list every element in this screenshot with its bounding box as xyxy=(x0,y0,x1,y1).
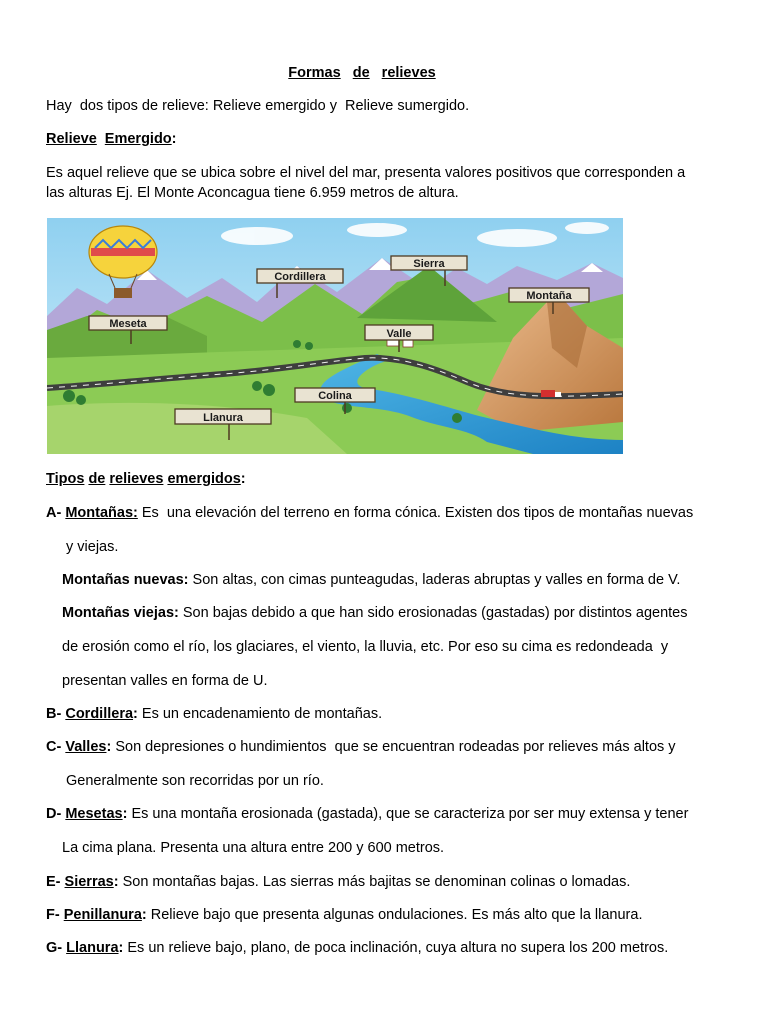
item-f-letter: F- xyxy=(46,907,64,923)
heading-word-emergido: Emergido xyxy=(104,131,172,147)
heading-tipos xyxy=(46,470,246,488)
item-a xyxy=(46,504,693,522)
label-sierra: Sierra xyxy=(413,258,445,270)
item-nuevas xyxy=(62,571,680,589)
item-e xyxy=(46,873,630,891)
tipos-word-4: emergidos xyxy=(167,471,241,487)
item-g-letter: G- xyxy=(46,940,67,956)
item-c-text: Son depresiones o hundimientos que se encuentran rodeadas por relieves más altos y xyxy=(111,739,676,755)
item-c-cont: Generalmente son recorridas por un río. xyxy=(66,773,324,789)
item-g-colon: : xyxy=(118,940,124,956)
item-b-letter: B- xyxy=(46,706,66,722)
label-valle: Valle xyxy=(386,328,412,340)
label-cordillera: Cordillera xyxy=(274,271,326,283)
page-title xyxy=(0,64,724,82)
label-colina: Colina xyxy=(318,390,352,402)
item-viejas xyxy=(62,604,688,622)
item-g-term: Llanura xyxy=(66,940,119,956)
label-montana: Montaña xyxy=(526,290,572,302)
title-word-relieves: relieves xyxy=(381,65,436,81)
item-b-text: Es un encadenamiento de montañas. xyxy=(137,706,383,722)
item-c xyxy=(46,738,676,756)
item-b-colon: : xyxy=(133,706,138,722)
item-g-text: Es un relieve bajo, plano, de poca inclinación, cuya altura no supera los 200 metros. xyxy=(123,940,669,956)
item-viejas-term: Montañas viejas: xyxy=(62,605,179,621)
item-a-letter: A- xyxy=(46,505,66,521)
item-a-term: Montañas: xyxy=(65,505,138,521)
label-meseta: Meseta xyxy=(109,318,147,330)
item-f-term: Penillanura xyxy=(63,907,142,923)
item-b-term: Cordillera xyxy=(65,706,134,722)
tipos-colon: : xyxy=(240,471,246,487)
item-f xyxy=(46,906,642,924)
heading-word-relieve: Relieve xyxy=(46,131,97,147)
item-d-term: Mesetas xyxy=(65,806,123,822)
item-e-term: Sierras xyxy=(64,874,114,890)
heading-relieve-emergido xyxy=(46,130,177,148)
title-word-formas: Formas xyxy=(288,65,341,81)
tipos-word-2: de xyxy=(88,471,106,487)
item-a-text: Es una elevación del terreno en forma cónica. Existen dos tipos de montañas nuevas xyxy=(137,505,694,521)
item-e-text: Son montañas bajas. Las sierras más bajitas se denominan colinas o lomadas. xyxy=(118,874,631,890)
item-viejas-cont-2: presentan valles en forma de U. xyxy=(62,673,268,689)
item-c-term: Valles xyxy=(65,739,107,755)
tipos-word-1: Tipos xyxy=(46,471,85,487)
item-e-colon: : xyxy=(113,874,119,890)
item-b xyxy=(46,705,382,723)
intro-text: Hay dos tipos de relieve: Relieve emergido y Relieve sumergido. xyxy=(46,98,470,114)
item-c-colon: : xyxy=(106,739,112,755)
label-llanura: Llanura xyxy=(203,412,243,424)
item-nuevas-text: Son altas, con cimas punteagudas, laderas abruptas y valles en forma de V. xyxy=(188,572,681,588)
item-d-cont: La cima plana. Presenta una altura entre 200 y 600 metros. xyxy=(62,840,445,856)
item-f-text: Relieve bajo que presenta algunas ondulaciones. Es más alto que la llanura. xyxy=(146,907,643,923)
item-nuevas-term: Montañas nuevas: xyxy=(62,572,189,588)
item-d-letter: D- xyxy=(46,806,66,822)
paragraph-line-1: Es aquel relieve que se ubica sobre el nivel del mar, presenta valores positivos que corresponden a xyxy=(46,165,686,181)
title-word-de: de xyxy=(352,65,370,81)
item-c-letter: C- xyxy=(46,739,66,755)
tipos-word-3: relieves xyxy=(109,471,164,487)
item-g xyxy=(46,939,668,957)
item-d-text: Es una montaña erosionada (gastada), que se caracteriza por ser muy extensa y tener xyxy=(127,806,689,822)
item-a-cont: y viejas. xyxy=(66,539,119,555)
landscape-illustration xyxy=(47,218,623,454)
item-e-letter: E- xyxy=(46,874,65,890)
item-viejas-cont-1: de erosión como el río, los glaciares, el viento, la lluvia, etc. Por eso su cima es redondeada y xyxy=(62,639,669,655)
item-f-colon: : xyxy=(141,907,147,923)
item-d xyxy=(46,805,688,823)
heading-colon: : xyxy=(171,131,177,147)
item-d-colon: : xyxy=(122,806,128,822)
item-viejas-text: Son bajas debido a que han sido erosionadas (gastadas) por distintos agentes xyxy=(178,605,688,621)
paragraph-line-2: las alturas Ej. El Monte Aconcagua tiene 6.959 metros de altura. xyxy=(46,185,459,201)
